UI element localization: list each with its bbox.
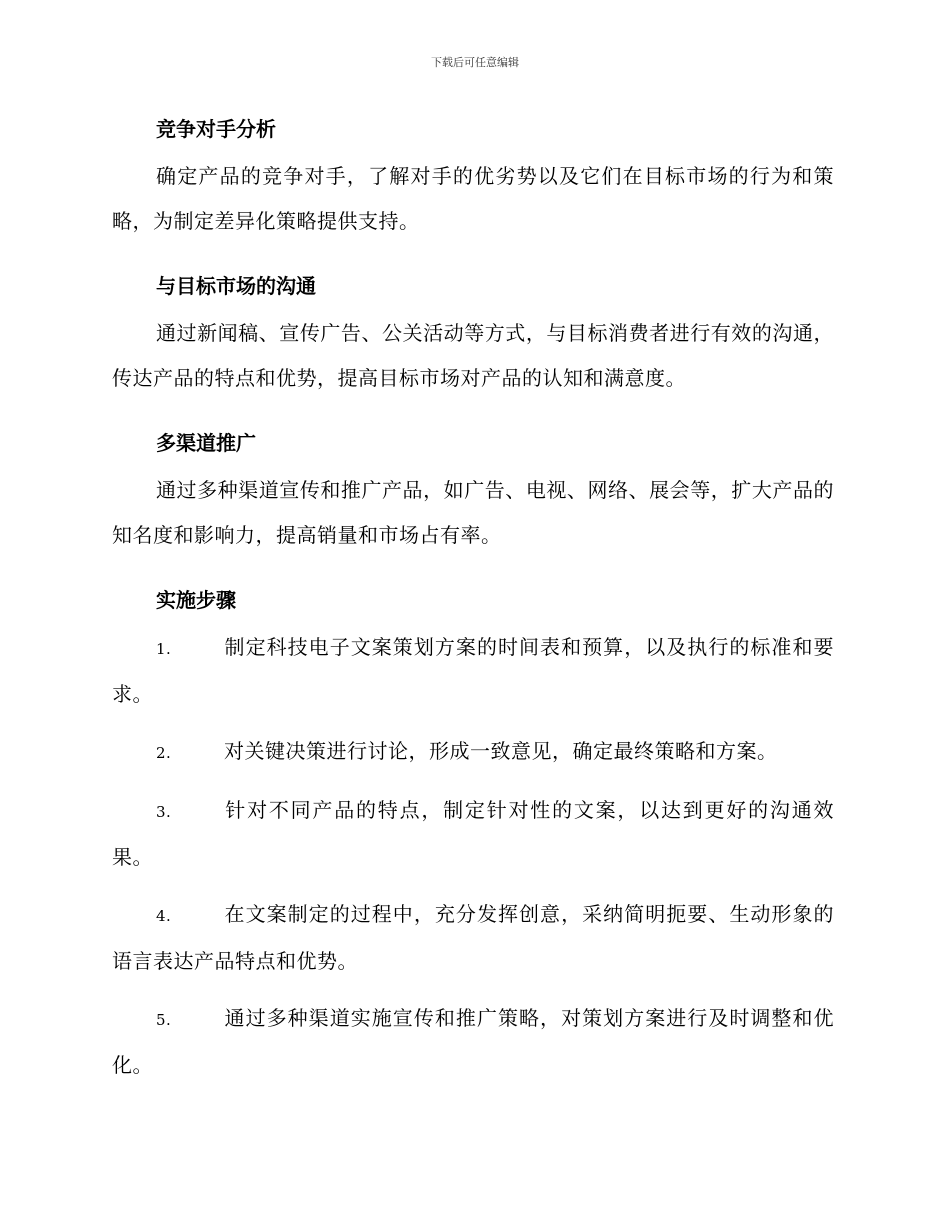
list-item-number: 3. xyxy=(156,803,172,821)
document-body xyxy=(112,114,834,1088)
list-item xyxy=(112,625,834,717)
section-competitor-analysis xyxy=(112,114,834,244)
section-paragraph: 通过多种渠道宣传和推广产品，如广告、电视、网络、展会等，扩大产品的知名度和影响力，提高销量和市场占有率。 xyxy=(112,478,834,547)
section-market-communication xyxy=(112,271,834,401)
list-item-number: 1. xyxy=(156,640,172,658)
section-paragraph: 确定产品的竞争对手，了解对手的优劣势以及它们在目标市场的行为和策略，为制定差异化策略提供支持。 xyxy=(112,164,834,233)
section-implementation-steps xyxy=(112,585,834,1088)
list-item-text: 针对不同产品的特点，制定针对性的文案，以达到更好的沟通效果。 xyxy=(112,798,834,869)
section-paragraph: 通过新闻稿、宣传广告、公关活动等方式，与目标消费者进行有效的沟通，传达产品的特点和优势，提高目标市场对产品的认知和满意度。 xyxy=(112,321,834,390)
list-item xyxy=(112,996,834,1088)
section-multichannel-promotion xyxy=(112,428,834,558)
list-item-text: 通过多种渠道实施宣传和推广策略，对策划方案进行及时调整和优化。 xyxy=(112,1006,834,1077)
list-item-text: 在文案制定的过程中，充分发挥创意，采纳简明扼要、生动形象的语言表达产品特点和优势。 xyxy=(112,902,834,973)
list-item-number: 4. xyxy=(156,907,172,925)
list-item-number: 2. xyxy=(156,744,172,762)
list-item xyxy=(112,729,834,776)
list-item xyxy=(112,892,834,984)
list-item-number: 5. xyxy=(156,1011,172,1029)
section-heading: 竞争对手分析 xyxy=(156,117,276,141)
section-heading: 多渠道推广 xyxy=(156,431,256,455)
section-heading: 实施步骤 xyxy=(156,588,236,612)
list-item xyxy=(112,788,834,880)
page-header-note: 下载后可任意编辑 xyxy=(431,56,519,69)
list-item-text: 制定科技电子文案策划方案的时间表和预算，以及执行的标准和要求。 xyxy=(112,635,834,706)
section-heading: 与目标市场的沟通 xyxy=(156,274,316,298)
list-item-text: 对关键决策进行讨论，形成一致意见，确定最终策略和方案。 xyxy=(224,739,778,763)
